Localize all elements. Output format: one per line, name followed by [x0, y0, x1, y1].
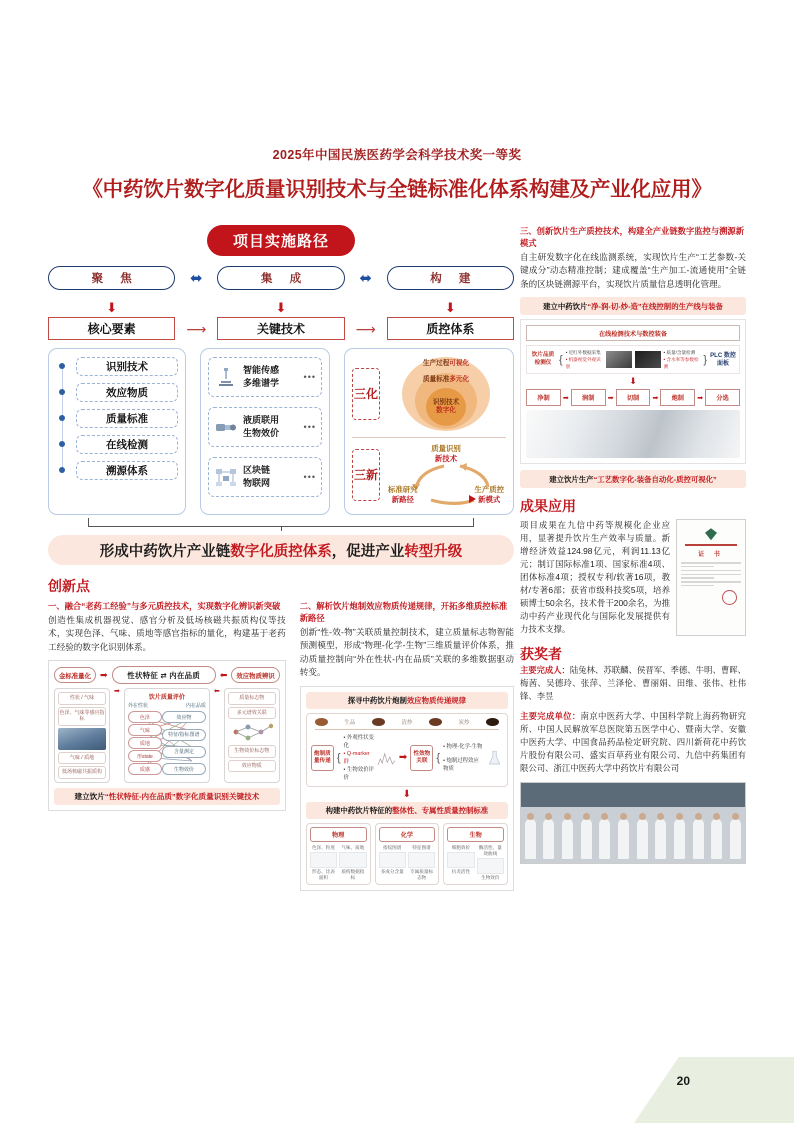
banner-part-1: 形成中药饮片产业链 — [99, 543, 231, 560]
figure2-card-title: 生物 — [447, 827, 504, 842]
figure2-sub-header-highlight: 整体性、专属性质量控制标准 — [392, 805, 489, 815]
figure1-top-row — [54, 666, 280, 684]
banner-highlight-2: 转型升级 — [404, 543, 463, 560]
right-column — [520, 225, 746, 864]
figure2-card — [306, 823, 371, 885]
cycle-left-label — [388, 485, 418, 504]
figure1-network-panel — [124, 688, 210, 783]
certificate-rule — [685, 544, 737, 546]
molecule-icon — [228, 721, 276, 743]
arrow-right-icon: ➡ — [398, 752, 408, 764]
figure2-card-cell — [408, 845, 435, 881]
figure2-card — [375, 823, 440, 885]
figure1-core-header: 饮片质量评价 — [148, 695, 185, 702]
page-number: 20 — [676, 1074, 690, 1088]
technology-label — [243, 414, 299, 440]
arrow-down-icon: ⬇ — [629, 376, 637, 387]
figure2-right-item: • 物理-化学-生物 — [443, 743, 483, 750]
technology-line-1: 智能传感 — [243, 365, 280, 375]
figure2-card-body — [379, 845, 436, 881]
ring-middle-normal: 质量标准 — [422, 376, 450, 383]
figure2-card-title: 化学 — [379, 827, 436, 842]
figure1-caption-highlight-1: “性状特征-内在品质” — [104, 791, 176, 801]
spark-thumb — [477, 858, 504, 874]
figure1-right-top: 质量标志物 — [228, 692, 276, 705]
network-node: 色泽 — [128, 711, 162, 723]
figure1-left-top-sub: 色泽、气味等感官指标 — [58, 707, 106, 726]
innovation-title-3: 三、创新饮片生产质控技术，构建全产业链数字监控与溯源新模式 — [520, 226, 745, 248]
core-element-item — [76, 435, 178, 454]
poster-header — [0, 145, 794, 202]
divider — [315, 729, 499, 730]
page-title: 《中药饮片数字化质量识别技术与全链标准化体系构建及产业化应用》 — [82, 178, 712, 201]
key-box-1: 核心要素 — [48, 317, 175, 340]
detector-items-right — [664, 349, 701, 370]
figure1-mid-pill — [112, 666, 216, 684]
figure2-right-item: • 炮制过程效应物质 — [443, 757, 479, 772]
technology-card — [208, 407, 322, 447]
figure2-right-items — [443, 743, 483, 773]
award-line: 2025年中国民族医药学会科学技术奖一等奖 — [272, 148, 522, 162]
figure1-left-nodes — [128, 711, 162, 775]
innovation-figure-1 — [48, 660, 286, 811]
ring-middle-highlight: 多元化 — [449, 376, 470, 383]
technology-card — [208, 357, 322, 397]
detector-item: • 含水率等参数检测 — [663, 357, 699, 370]
production-figure-caption-bottom — [520, 470, 746, 488]
figure1-bipartite-network — [128, 711, 206, 775]
sanhua-text: 三化 — [353, 386, 378, 401]
sensory-photo — [58, 728, 106, 750]
cycle-left-line2: 新路径 — [391, 494, 414, 504]
process-step: 切制 — [616, 389, 651, 406]
ring-inner-normal: 识别技术 — [432, 399, 460, 406]
network-node: 生物效价 — [162, 763, 206, 775]
innovation-title-2: 二、解析饮片炮制效应物质传递规律，开拓多维质控标准新路径 — [299, 601, 508, 623]
figure1-right-panel — [224, 688, 280, 783]
results-body: 项目成果在九信中药等规模化企业应用，显著提升饮片生产效率与质量。新增经济效益124.98亿元，利润11.13亿元；制订国际标准1项、国家标准4项、团体标准4项；授权专利/软著16项，教材/专著6部；获省市级科技奖5项，培养硕博士50余名，技术骨干200余名，为推动中药产业现代化与国际化发展提供有力技术支撑。 — [520, 520, 670, 635]
ring-inner-highlight: 数字化 — [436, 407, 456, 414]
innovation-item-2 — [300, 600, 514, 891]
spark-thumb — [310, 852, 337, 868]
stage-oval-3: 构 建 — [387, 266, 514, 290]
technology-dots: ••• — [303, 472, 316, 482]
core-elements-panel — [48, 348, 186, 515]
technology-label — [243, 364, 299, 390]
technology-line-2: 生物效价 — [243, 428, 280, 438]
flask-icon — [486, 748, 503, 768]
instrument-icon — [214, 415, 238, 439]
figure1-right-bottom-sub: 效应物质 — [228, 760, 276, 773]
detector-items-left — [566, 349, 603, 370]
sanxin-section — [352, 438, 506, 506]
figure2-card-body — [447, 845, 504, 881]
figure2-left-items — [344, 734, 375, 782]
caption-top-part-2: 在线控制的生产线与装备 — [641, 301, 723, 311]
process-step: 炮制 — [660, 389, 695, 406]
network-node: 气味 — [128, 724, 162, 736]
diamond-icon — [705, 528, 717, 540]
core-element-label: 效应物质 — [76, 383, 178, 402]
figure2-cards-row — [306, 823, 508, 885]
figure1-caption-part-1: 建立饮片 — [74, 791, 105, 801]
ring-inner — [426, 388, 466, 426]
figure2-card-cell — [379, 845, 406, 881]
network-node: 效应物 — [162, 711, 206, 723]
footer-accent-shape — [634, 1057, 794, 1123]
network-node: 质感 — [128, 763, 162, 775]
figure1-col-left-header: 外在性状 — [127, 703, 148, 710]
winners-org-value: 南京中医药大学、中国科学院上海药物研究所、中国人民解放军总医院第五医学中心、暨南大学、安徽中医药大学、中国食品药品检定研究院、四川新荷花中药饮片股份有限公司、盛实百草药业有限公司、九信中药集团有限公司、浙江中医药大学中药饮片有限公司 — [520, 711, 746, 774]
core-element-label: 识别技术 — [76, 357, 178, 376]
winners-people — [520, 664, 746, 703]
figure1-caption-highlight-2: 数字化质量识别关键技术 — [175, 791, 260, 801]
arrow-down-icon-2: ⬇ — [275, 300, 287, 315]
figure1-left-bottom-sub: 低场核磁共振质构 — [58, 766, 106, 779]
figure2-card — [443, 823, 508, 885]
panel-row — [48, 348, 514, 515]
technology-line-2: 物联网 — [243, 478, 271, 488]
cycle-left-line1: 标准研究 — [388, 485, 418, 494]
team-group-photo — [520, 782, 746, 864]
network-node: 形state — [128, 750, 162, 762]
cell-bottom-label: 形态、比表面积 — [311, 868, 335, 880]
caption-top-highlight: “净-润-切-炒-造” — [587, 301, 642, 311]
spark-thumb — [339, 852, 366, 868]
sanhua-section — [352, 357, 506, 438]
production-line-photo — [526, 410, 740, 458]
cycle-top-label — [386, 444, 506, 463]
technology-dots: ••• — [303, 422, 316, 432]
arrow-left-icon: ⬅ — [213, 688, 220, 696]
network-node: 质地 — [128, 737, 162, 749]
figure1-caption — [54, 788, 280, 805]
innovation-columns — [48, 600, 514, 891]
production-line-figure — [520, 319, 746, 464]
figure1-right-bottom: 生物效价标志物 — [228, 745, 276, 758]
figure2-card-title: 物理 — [310, 827, 367, 842]
blockchain-icon — [214, 465, 238, 489]
core-element-label: 溯源体系 — [76, 461, 178, 480]
arrow-right-icon: ➡ — [607, 394, 614, 402]
figure1-left-top: 性状 / 气味 — [58, 692, 106, 705]
cycle-top-line2: 新技术 — [434, 453, 458, 463]
bean-label: 生品 — [344, 719, 356, 726]
chromatogram-icon — [377, 747, 396, 769]
core-element-label: 在线检测 — [76, 435, 178, 454]
detector-label: 饮片品质检测仪 — [531, 352, 555, 366]
winners-orgs — [520, 710, 746, 775]
process-step: 净制 — [526, 389, 561, 406]
figure2-left-item: • 外观性状变化 — [343, 734, 374, 749]
ring-middle — [415, 373, 477, 429]
process-step: 分选 — [705, 389, 740, 406]
figure2-sub-header — [306, 802, 508, 819]
figure2-flow-row — [311, 734, 503, 782]
innovation-body-3: 自主研发数字化在线监测系统，实现饮片生产“工艺参数-关键成分”动态精准控制；建成覆盖“生产加工-流通使用”全链条的区块链溯源平台，实现饮片质量信息透明化管理。 — [520, 252, 746, 289]
nested-rings-diagram — [386, 357, 506, 431]
innovation-body-2: 创新“性-效-物”关联质量控制技术，建立质量标志物智能预测模型，形成“物理-化学-生物”三维质量评价体系，推动质量控制向“外在性状-内在品质”关联的多维数据驱动转变。 — [299, 627, 514, 678]
arrow-right-icon-1: ⟶ — [186, 320, 207, 337]
sanxin-label — [352, 449, 380, 501]
roadmap-title-wrap — [48, 225, 514, 256]
arrow-down-icon-3: ⬇ — [444, 300, 456, 315]
double-arrow-icon-2: ⬌ — [359, 269, 372, 287]
brace-icon: { — [436, 751, 441, 764]
figure2-card-cell — [310, 845, 337, 881]
innovation-heading: 创新点 — [48, 578, 90, 594]
figure2-card-cell — [477, 845, 504, 881]
core-element-item — [76, 383, 178, 402]
caption-top-part-1: 建立中药饮片 — [543, 301, 588, 311]
key-row — [48, 317, 514, 340]
winners-people-label: 主要完成人： — [520, 665, 570, 676]
arrow-right-icon: ➡ — [652, 394, 659, 402]
technology-line-1: 区块链 — [243, 465, 271, 475]
cell-bottom-label: 抗炎活性 — [451, 868, 471, 874]
spark-thumb — [408, 852, 435, 868]
results-heading: 成果应用 — [520, 498, 576, 515]
figure2-card-cell — [447, 845, 474, 881]
microscope-icon — [214, 365, 238, 389]
certificate-image — [676, 519, 746, 636]
innovation-title-1: 一、融合“老药工经验”与多元质控技术，实现数字化辨识新突破 — [48, 601, 281, 611]
production-figure-inner-header: 在线检测技术与数控装备 — [526, 325, 740, 341]
bean-label: 清炒 — [401, 719, 413, 726]
arrow-right-icon: ➡ — [562, 394, 569, 402]
arrow-left-icon: ⬅ — [219, 669, 228, 680]
figure2-header-highlight: 效应物质传递规律 — [406, 695, 467, 705]
detector-item: • 质量/含量检测 — [663, 350, 696, 356]
cycle-top-line1: 质量识别 — [431, 444, 461, 453]
stage-oval-1: 聚 焦 — [48, 266, 175, 290]
sanhua-label — [352, 368, 380, 420]
figure1-left-pill: 金标准量化 — [54, 667, 96, 683]
network-node: 含量测定 — [162, 746, 206, 758]
technology-label — [243, 464, 299, 490]
winners-people-value: 陆兔林、苏联麟、侯晋军、季德、牛明、曹晖、梅茜、吴德玲、张萍、兰泽伦、曹丽娟、田维、张伟、杜伟锋、李昱 — [520, 665, 746, 702]
technology-card — [208, 457, 322, 497]
cell-bottom-label: 专属质量标志物 — [410, 868, 434, 880]
figure2-header-part-1: 探寻中药饮片炮制 — [347, 695, 407, 705]
cell-top-label: 指纹图谱 — [382, 844, 402, 850]
cell-top-label: 色泽、粒度 — [311, 844, 335, 850]
official-seal-icon — [722, 590, 737, 605]
ring-outer — [402, 357, 490, 431]
ring-outer-label — [423, 360, 469, 368]
figure2-bean-row — [311, 718, 503, 729]
figure1-right-top-sub: 多元谱效关联 — [228, 707, 276, 720]
stage-row — [48, 266, 514, 290]
cycle-right-line1: 生产质控 — [474, 485, 504, 494]
technology-line-2: 多维谱学 — [243, 378, 280, 388]
outcome-banner — [48, 535, 514, 565]
cell-bottom-label: 质构数据指标 — [341, 868, 365, 880]
core-elements-timeline — [56, 357, 178, 480]
caption-bottom-highlight: “工艺数字化-装备自动化-质控可视化” — [593, 474, 717, 484]
brace-icon: { — [559, 353, 563, 366]
arrow-right-icon: ➡ — [99, 669, 108, 680]
figure1-col-right-header: 内在品质 — [185, 703, 206, 710]
innovation-figure-2 — [300, 686, 514, 891]
figure1-mid-a: 性状特征 — [127, 670, 159, 680]
brace-icon: { — [336, 751, 341, 764]
figure2-right-tag: 性效物关联 — [410, 745, 433, 771]
key-box-3: 质控体系 — [387, 317, 514, 340]
caption-bottom-part-1: 建立饮片生产 — [549, 474, 594, 484]
detector-item: • 机器视觉外观识别 — [565, 357, 601, 370]
sanhua-sanxin-panel — [344, 348, 514, 515]
process-steps-row — [526, 389, 740, 406]
figure2-card-body — [310, 845, 367, 881]
herb-sample-icon — [429, 718, 442, 726]
figure1-body-row — [54, 688, 280, 783]
sanxin-text: 三新 — [353, 467, 378, 482]
roadmap-pill-title: 项目实施路径 — [207, 225, 355, 256]
arrow-right-icon-2: ⟶ — [355, 320, 376, 337]
banner-part-2: ，促进产业 — [331, 543, 405, 560]
core-element-item — [76, 461, 178, 480]
innovation-item-1 — [48, 600, 286, 891]
technologies-panel — [200, 348, 330, 515]
left-column — [48, 225, 514, 891]
cell-top-label: 细胞效价 — [451, 844, 471, 850]
figure1-left-bottom: 气味 / 质地 — [58, 752, 106, 765]
figure2-header — [306, 692, 508, 709]
figure2-left-tag: 炮制质量传递 — [311, 745, 334, 771]
ring-inner-label — [433, 399, 459, 415]
brace-icon: } — [703, 353, 707, 366]
certificate-text-lines — [681, 562, 741, 586]
technology-line-1: 液质联用 — [243, 415, 280, 425]
ring-outer-normal: 生产过程 — [422, 360, 450, 367]
innovation-body-1: 创造性集成机器视觉、感官分析及低场核磁共振质构仪等技术，实现色泽、气味、质地等感官指标的量化，构建基于老药工经验的数字化识别体系。 — [48, 615, 286, 652]
arrow-down-icon-1: ⬇ — [106, 300, 118, 315]
arrow-down-icon: ⬇ — [402, 788, 412, 800]
cell-bottom-label: 多成分含量 — [380, 868, 404, 874]
figure2-left-item: • Q-marker群 — [343, 750, 370, 765]
core-element-item — [76, 357, 178, 376]
detection-row — [526, 345, 740, 374]
ring-outer-highlight: 可视化 — [449, 360, 470, 367]
figure2-left-item: • 生物效价评价 — [343, 766, 374, 781]
double-arrow-icon-1: ⬌ — [190, 269, 203, 287]
plc-label: PLC 数控面板 — [710, 352, 736, 367]
arrow-right-icon: ➡ — [114, 688, 120, 696]
core-element-item — [76, 409, 178, 428]
detection-photo — [606, 351, 632, 368]
herb-sample-icon — [486, 718, 499, 726]
figure1-right-pill: 效应物质辨识 — [231, 667, 279, 683]
cell-top-label: 酶活性、量效曲线 — [478, 844, 502, 856]
network-node: 特征/指标图谱 — [162, 729, 206, 741]
cell-top-label: 气味、质地 — [341, 844, 365, 850]
spark-thumb — [379, 852, 406, 868]
cycle-right-label — [474, 485, 504, 504]
figure2-transfer-box — [306, 713, 508, 787]
ring-middle-label — [423, 376, 469, 384]
figure1-right-nodes — [162, 711, 206, 775]
process-step: 润制 — [571, 389, 606, 406]
detector-item: • 近红外数据采集 — [565, 350, 601, 356]
figure2-card-cell — [339, 845, 366, 881]
results-row — [520, 519, 746, 636]
brace-connector — [88, 518, 474, 527]
figure2-sub-header-part-1: 构建中药饮片特征的 — [325, 805, 393, 815]
photo-people-row — [521, 819, 745, 859]
figure1-mid-b: 内在品质 — [169, 670, 201, 680]
winners-org-label: 主要完成单位： — [520, 711, 581, 722]
figure1-mid-link-icon: ⇄ — [160, 670, 167, 680]
technology-dots: ••• — [303, 372, 316, 382]
key-box-2: 关键技术 — [217, 317, 344, 340]
cycle-right-line2: 新模式 — [478, 494, 501, 504]
cell-bottom-label: 生物效价 — [481, 874, 500, 880]
bean-label: 炭炒 — [458, 719, 470, 726]
certificate-title: 证 书 — [698, 552, 724, 559]
cell-top-label: 特征图谱 — [412, 844, 431, 850]
core-element-label: 质量标准 — [76, 409, 178, 428]
banner-highlight-1: 数字化质控体系 — [230, 543, 332, 560]
production-figure-caption-top — [520, 297, 746, 315]
stage-oval-2: 集 成 — [217, 266, 344, 290]
spark-thumb — [447, 852, 474, 868]
winners-heading: 获奖者 — [520, 646, 562, 663]
figure1-left-panel — [54, 688, 110, 783]
vision-photo — [635, 351, 661, 368]
arrow-right-icon: ➡ — [697, 394, 704, 402]
down-arrow-row — [48, 300, 514, 316]
herb-sample-icon — [315, 718, 328, 726]
herb-sample-icon — [372, 718, 385, 726]
cycle-diagram — [386, 444, 506, 506]
